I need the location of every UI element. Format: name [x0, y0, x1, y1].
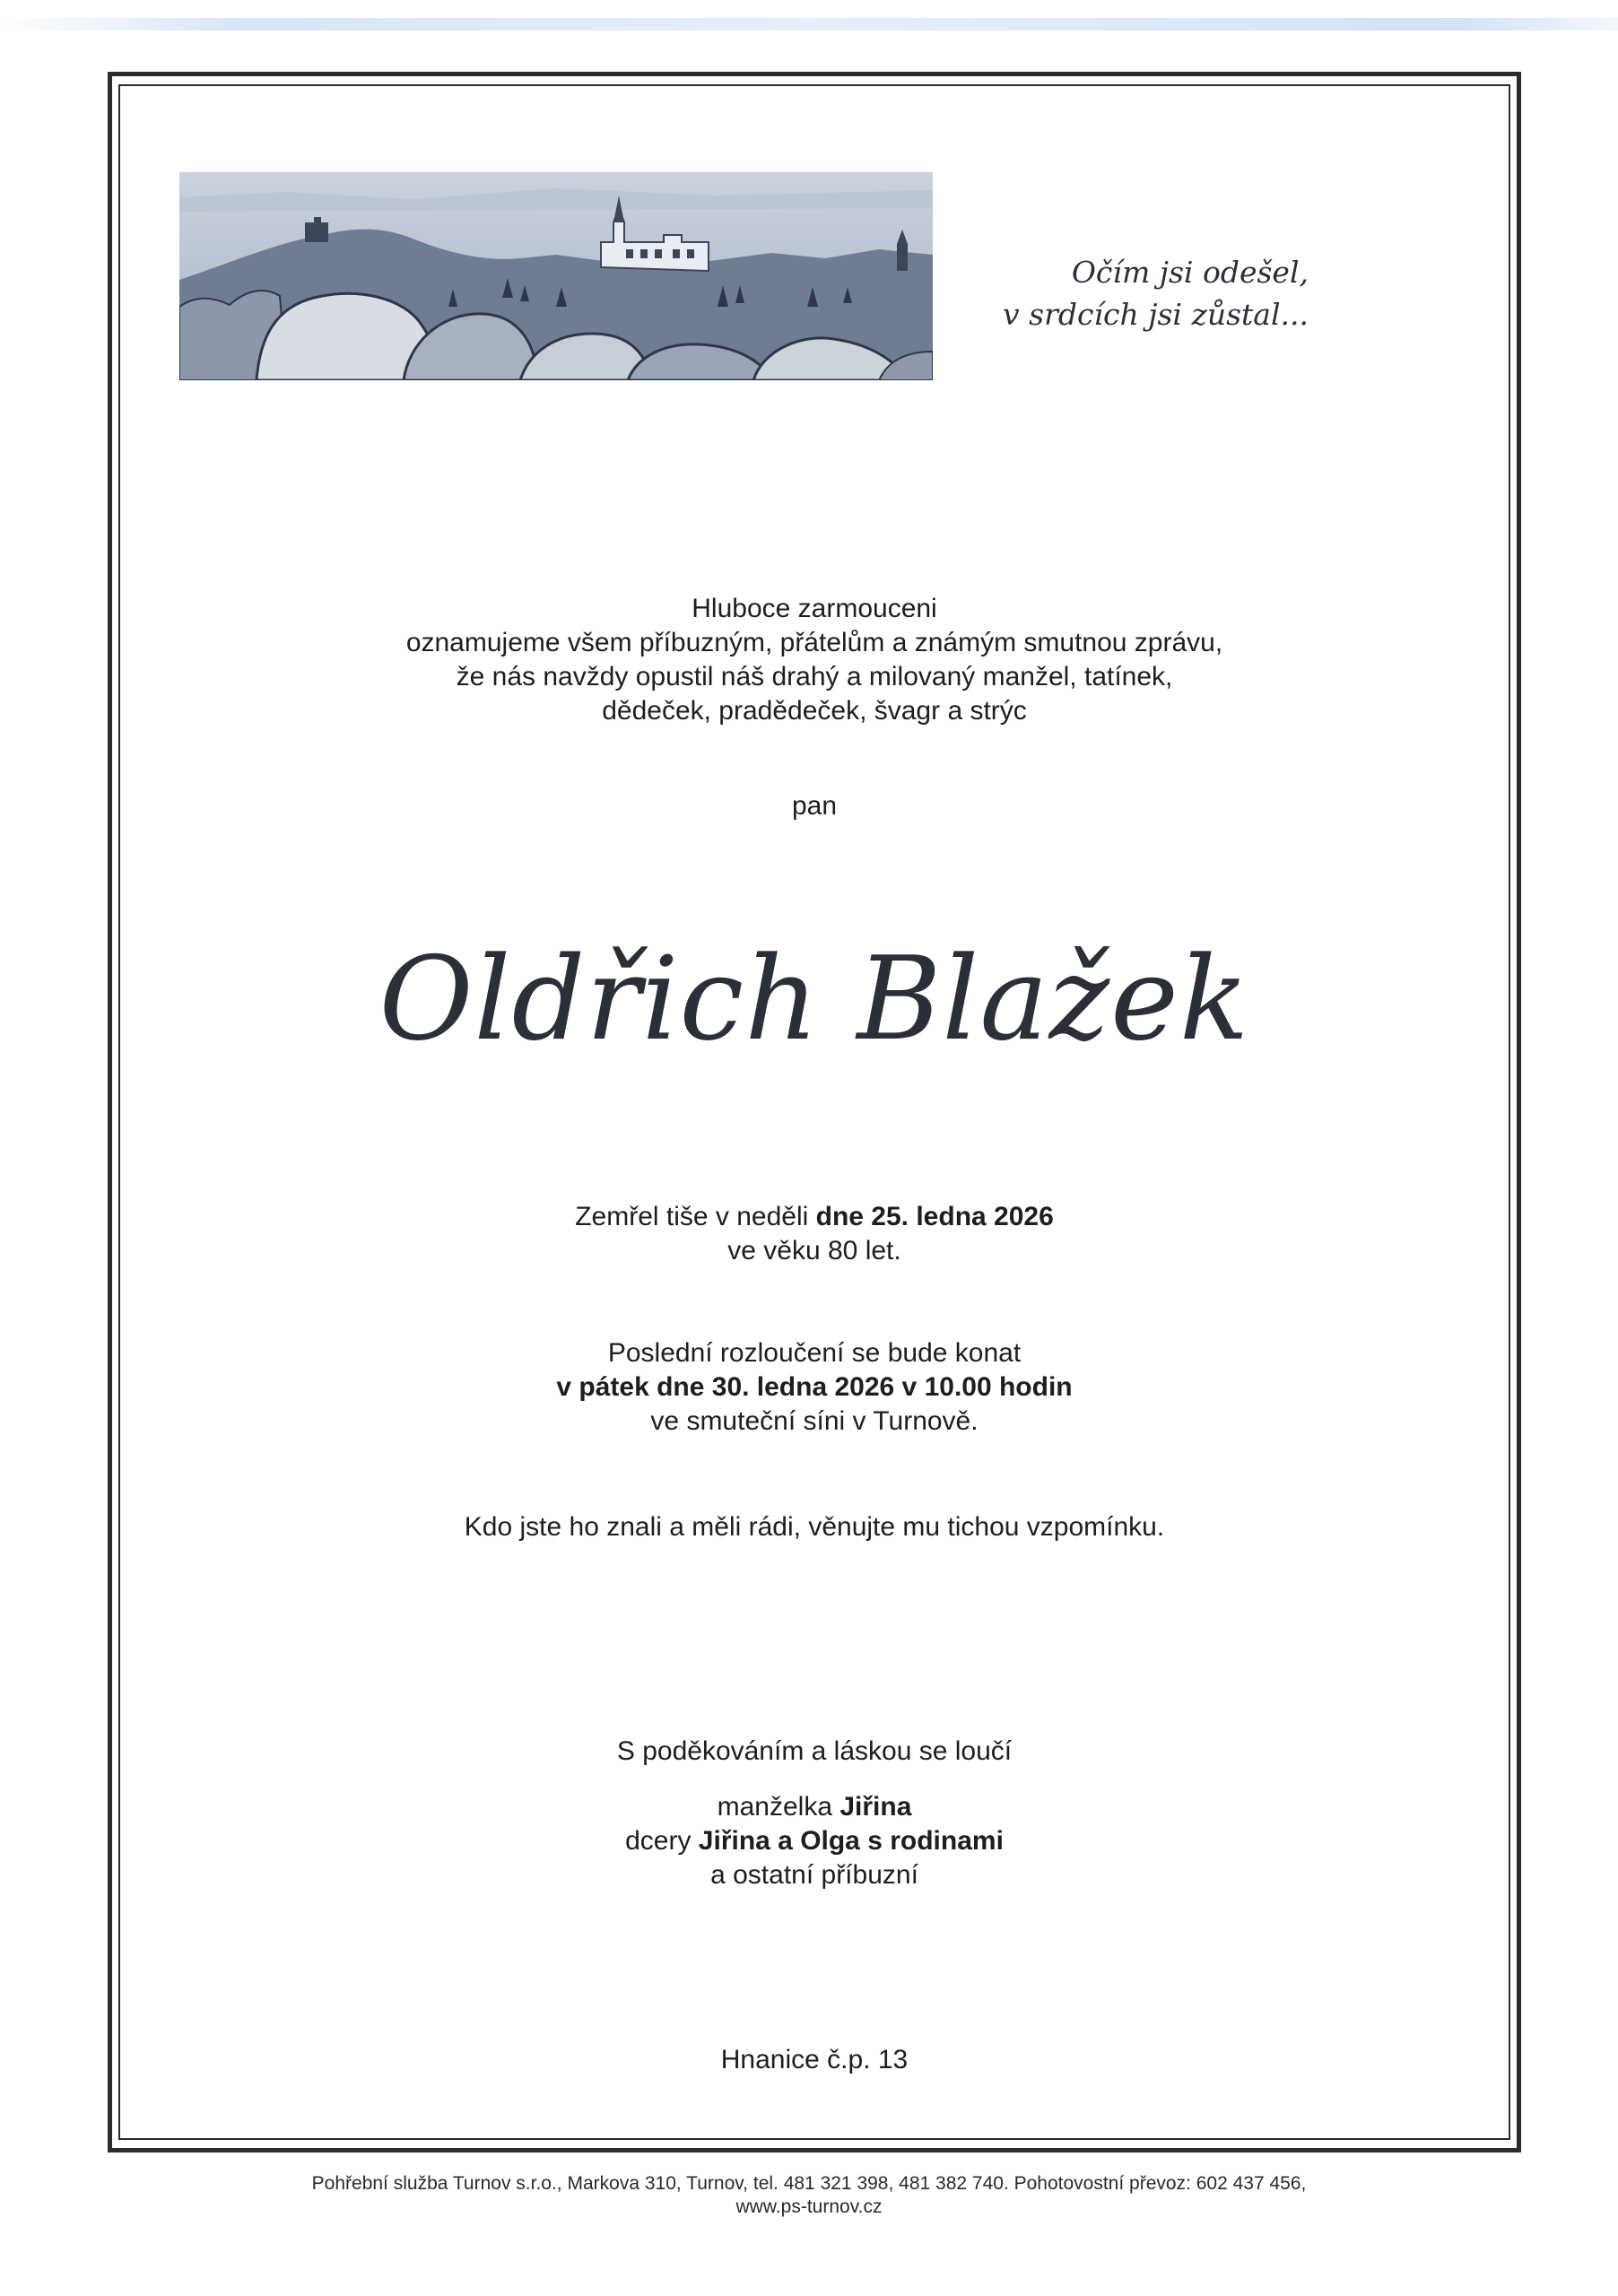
death-prefix: Zemřel tiše v neděli — [575, 1202, 816, 1231]
death-age: ve věku 80 let. — [727, 1236, 901, 1265]
honorific: pan — [791, 791, 838, 821]
funeral-line-1: Poslední rozloučení se bude konat — [607, 1338, 1022, 1368]
death-date-line — [118, 1200, 1510, 1234]
intro-line-2: oznamujeme všem příbuzným, přátelům a známým smutnou zprávu, — [405, 628, 1223, 657]
funeral-service-footer — [0, 2172, 1618, 2219]
mourner-daughters: dcery Jiřina a Olga s rodinami — [625, 1826, 1004, 1856]
footer-website: www.ps-turnov.cz — [735, 2196, 883, 2217]
funeral-date-time: v pátek dne 30. ledna 2026 v 10.00 hodin — [556, 1372, 1073, 1402]
funeral-info — [118, 1336, 1510, 1439]
death-info — [118, 1200, 1510, 1268]
intro-line-1: Hluboce zarmouceni — [692, 594, 937, 623]
motto-verse — [932, 251, 1309, 335]
motto-line-2: v srdcích jsi zůstal... — [1003, 297, 1309, 332]
deceased-name: Oldřich Blažek — [378, 933, 1250, 1066]
mourners-list — [118, 1790, 1510, 1892]
motto-line-1: Očím jsi odešel, — [1071, 255, 1309, 290]
memory-request: Kdo jste ho znali a měli rádi, věnujte mu tichou vzpomínku. — [464, 1512, 1165, 1542]
footer-line-1: Pohřební služba Turnov s.r.o., Markova 310, Turnov, tel. 481 321 398, 481 382 740. Pohotovostní převoz: 602 437 456, — [311, 2173, 1307, 2194]
mourner-wife: manželka Jiřina — [717, 1792, 912, 1822]
announcement-intro — [118, 592, 1510, 728]
scan-edge-tint — [0, 18, 1618, 30]
mourner-others: a ostatní příbuzní — [710, 1860, 918, 1890]
death-date: dne 25. ledna 2026 — [815, 1202, 1054, 1231]
funeral-place: ve smuteční síni v Turnově. — [650, 1406, 979, 1436]
intro-line-3: že nás navždy opustil náš drahý a milovaný manžel, tatínek, — [456, 662, 1173, 691]
family-address: Hnanice č.p. 13 — [720, 2045, 909, 2074]
farewell-intro: S poděkováním a láskou se loučí — [616, 1736, 1013, 1766]
intro-line-4: dědeček, pradědeček, švagr a strýc — [602, 696, 1027, 726]
castle-landscape-image — [179, 172, 933, 380]
